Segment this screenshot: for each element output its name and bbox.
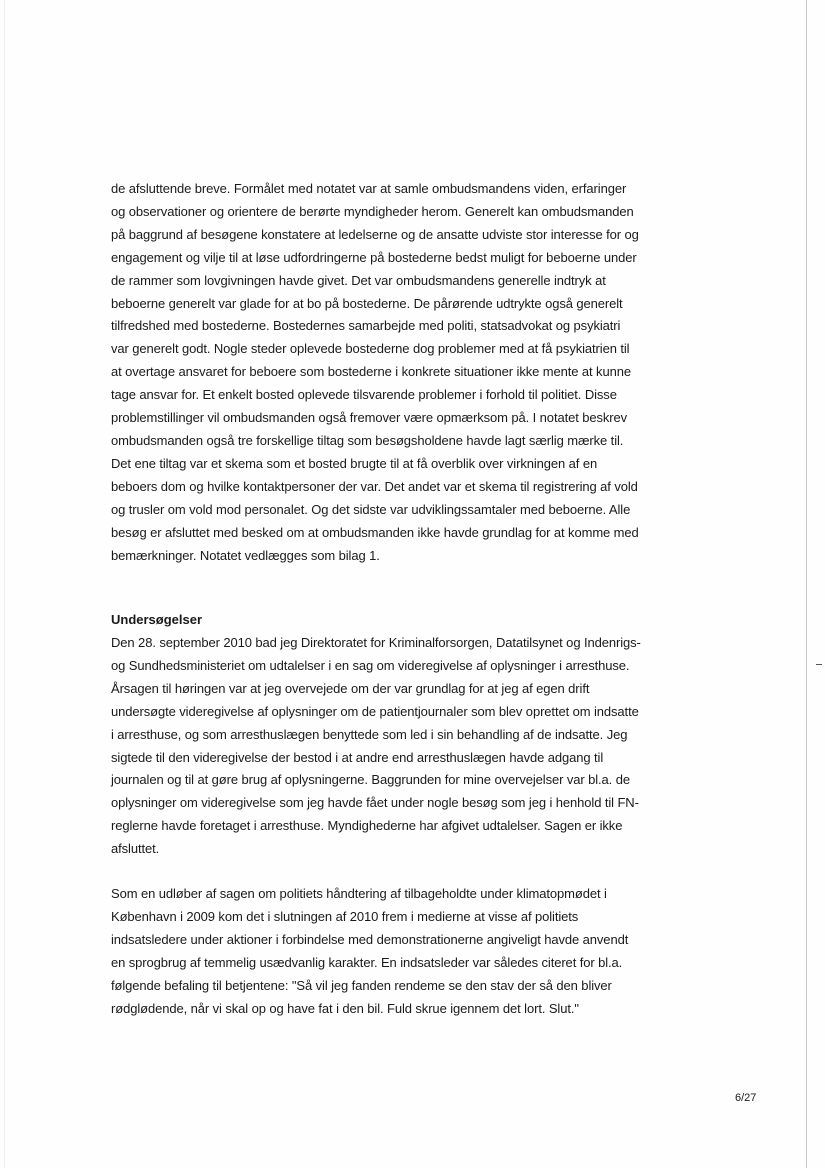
scan-edge-right — [806, 0, 807, 1168]
paragraph-text: de afsluttende breve. Formålet med notatet var at samle ombudsmandens viden, erfaringer og observationer og orientere de berørte myndigheder herom. Generelt kan ombudsmanden på baggrund af besøgene konstatere at ledelserne og de ansatte udviste stor interesse for og engagement og vilje til at løse udfordringerne på bostederne bedst muligt for beboerne under de rammer som lovgivningen havde givet. Det var ombudsmandens generelle indtryk at beboerne generelt var glade for at bo på bostederne. De pårørende udtrykte også generelt tilfredshed med bostederne. Bostedernes samarbejde med politi, statsadvokat og psykiatri var generelt godt. Nogle steder oplevede bostederne dog problemer med at få psykiatrien til at overtage ansvaret for beboere som bostederne i konkrete situationer ikke mente at kunne tage ansvar for. Et enkelt bosted oplevede tilsvarende problemer i forhold til politiet. Disse problemstillinger vil ombudsmanden også fremover være opmærksom på. I notatet beskrev ombudsmanden også tre forskellige tiltag som besøgsholdene havde lagt særlig mærke til. Det ene tiltag var et skema som et bosted brugte til at få overblik over virkningen af en beboers dom og hvilke kontaktpersoner der var. Det andet var et skema til registrering af vold og trusler om vold mod personalet. Og det sidste var udviklingssamtaler med beboerne. Alle besøg er afsluttet med besked om at ombudsmanden ikke havde grundlag for at komme med bemærkninger. Notatet vedlægges som bilag 1. — [111, 181, 639, 563]
section-heading: Undersøgelser — [111, 612, 203, 627]
paragraph-text: Den 28. september 2010 bad jeg Direktoratet for Kriminalforsorgen, Datatilsynet og Indenrigs- og Sundhedsministeriet om udtalelser i en sag om videregivelse af oplysninger i arresthuse. Årsagen til høringen var at jeg overvejede om der var grundlag for at jeg af egen drift undersøgte videregivelse af oplysninger om de patientjournaler som blev oprettet om indsatte i arresthuse, og som arresthuslægen benyttede som led i sin behandling af de indsatte. Jeg sigtede til den videregivelse der bestod i at andre end arresthuslægen havde adgang til journalen og til at gøre brug af oplysningerne. Baggrunden for mine overvejelser var bl.a. de oplysninger om videregivelse som jeg havde fået under nogle besøg som jeg i henhold til FN-reglerne havde foretaget i arresthuse. Myndighederne har afgivet udtalelser. Sagen er ikke afsluttet. — [111, 635, 641, 857]
body-paragraph-3 — [111, 883, 641, 1020]
body-paragraph-1 — [111, 178, 641, 567]
scan-mark — [816, 664, 822, 665]
page-number: 6/27 — [735, 1092, 757, 1104]
body-paragraph-2 — [111, 632, 641, 861]
paragraph-text: Som en udløber af sagen om politiets håndtering af tilbageholdte under klimatopmødet i København i 2009 kom det i slutningen af 2010 frem i medierne at visse af politiets indsatsledere under aktioner i forbindelse med demonstrationerne angiveligt havde anvendt en sprogbrug af temmelig usædvanlig karakter. En indsatsleder var således citeret for bl.a. følgende befaling til betjentene: "Så vil jeg fanden rendeme se den stav der så den bliver rødglødende, når vi skal op og have fat i den bil. Fuld skrue igennem det lort. Slut." — [111, 886, 629, 1016]
scan-edge-left — [4, 0, 5, 1168]
